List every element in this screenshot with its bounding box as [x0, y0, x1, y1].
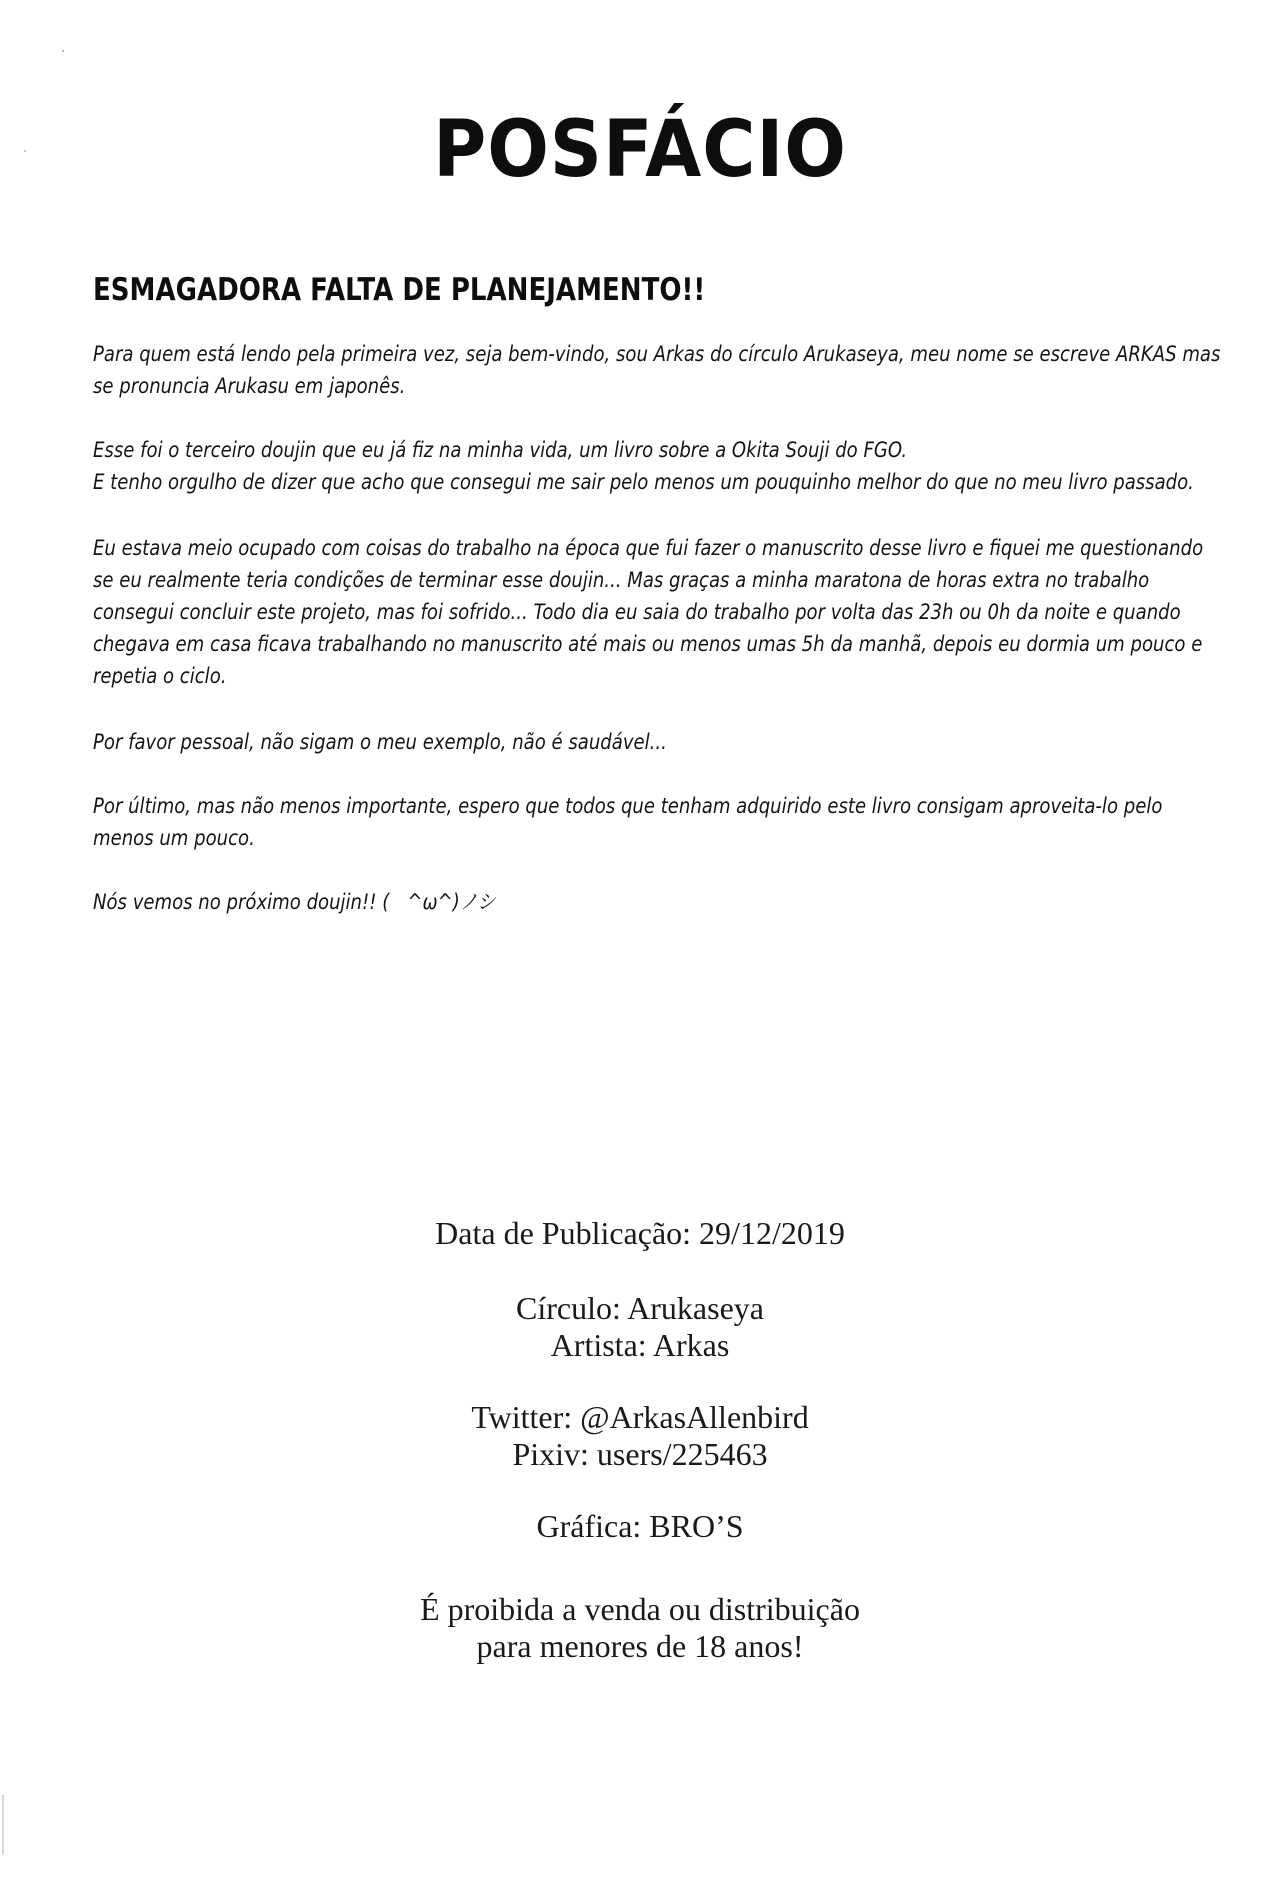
- text-line: Por favor pessoal, não sigam o meu exemplo, não é saudável...: [93, 730, 667, 754]
- scan-edge-mark: [2, 1795, 4, 1855]
- credit-line: Twitter: @ArkasAllenbird: [471, 1399, 809, 1435]
- credit-line: Artista: Arkas: [550, 1327, 730, 1363]
- credit-line: Pixiv: users/225463: [512, 1436, 768, 1472]
- paragraph-farewell: [93, 886, 1030, 918]
- text-line: consegui concluir este projeto, mas foi sofrido... Todo dia eu saia do trabalho por volta das 23h ou 0h da noite e quando: [93, 600, 1181, 624]
- text-line: Eu estava meio ocupado com coisas do trabalho na época que fui fazer o manuscrito desse livro e fiquei me questionando: [93, 536, 1204, 560]
- paragraph-thanks: [93, 790, 1163, 854]
- paragraph-intro: [93, 338, 1221, 402]
- scan-speck: [62, 50, 64, 52]
- social-block: [0, 1399, 1280, 1473]
- text-line: menos um pouco.: [93, 826, 255, 850]
- text-line: Esse foi o terceiro doujin que eu já fiz na minha vida, um livro sobre a Okita Souji do FGO.: [93, 438, 908, 462]
- age-warning: [0, 1591, 1280, 1665]
- text-line: Para quem está lendo pela primeira vez, seja bem-vindo, sou Arkas do círculo Arukaseya, meu nome se escreve ARKAS mas: [93, 342, 1221, 366]
- credit-line: Gráfica: BRO’S: [536, 1508, 744, 1544]
- text-line: se pronuncia Arukasu em japonês.: [93, 374, 406, 398]
- printer-credit: [0, 1508, 1280, 1545]
- paragraph-third-doujin: [93, 434, 1194, 498]
- text-line: Por último, mas não menos importante, espero que todos que tenham adquirido este livro consigam aproveita-lo pelo: [93, 794, 1163, 818]
- circle-artist-block: [0, 1290, 1280, 1364]
- section-heading: ESMAGADORA FALTA DE PLANEJAMENTO!!: [93, 272, 706, 308]
- text-line: E tenho orgulho de dizer que acho que consegui me sair pelo menos um pouquinho melhor do que no meu livro passado.: [93, 470, 1194, 494]
- page-title: POSFÁCIO: [433, 105, 847, 195]
- text-line: Nós vemos no próximo doujin!! ( ^ω^)ノシ: [93, 890, 496, 914]
- credit-line: Círculo: Arukaseya: [516, 1290, 764, 1326]
- publication-date: [0, 1215, 1280, 1252]
- paragraph-busy-work: [93, 532, 1204, 692]
- paragraph-not-healthy: [93, 726, 1030, 758]
- scan-speck: [24, 150, 26, 152]
- text-line: repetia o ciclo.: [93, 664, 227, 688]
- text-line: chegava em casa ficava trabalhando no manuscrito até mais ou menos umas 5h da manhã, depois eu dormia um pouco e: [93, 632, 1203, 656]
- text-line: se eu realmente teria condições de terminar esse doujin... Mas graças a minha maratona de horas extra no trabalho: [93, 568, 1150, 592]
- credit-line: Data de Publicação: 29/12/2019: [435, 1215, 845, 1251]
- credit-line: para menores de 18 anos!: [476, 1628, 804, 1664]
- credit-line: É proibida a venda ou distribuição: [420, 1591, 860, 1627]
